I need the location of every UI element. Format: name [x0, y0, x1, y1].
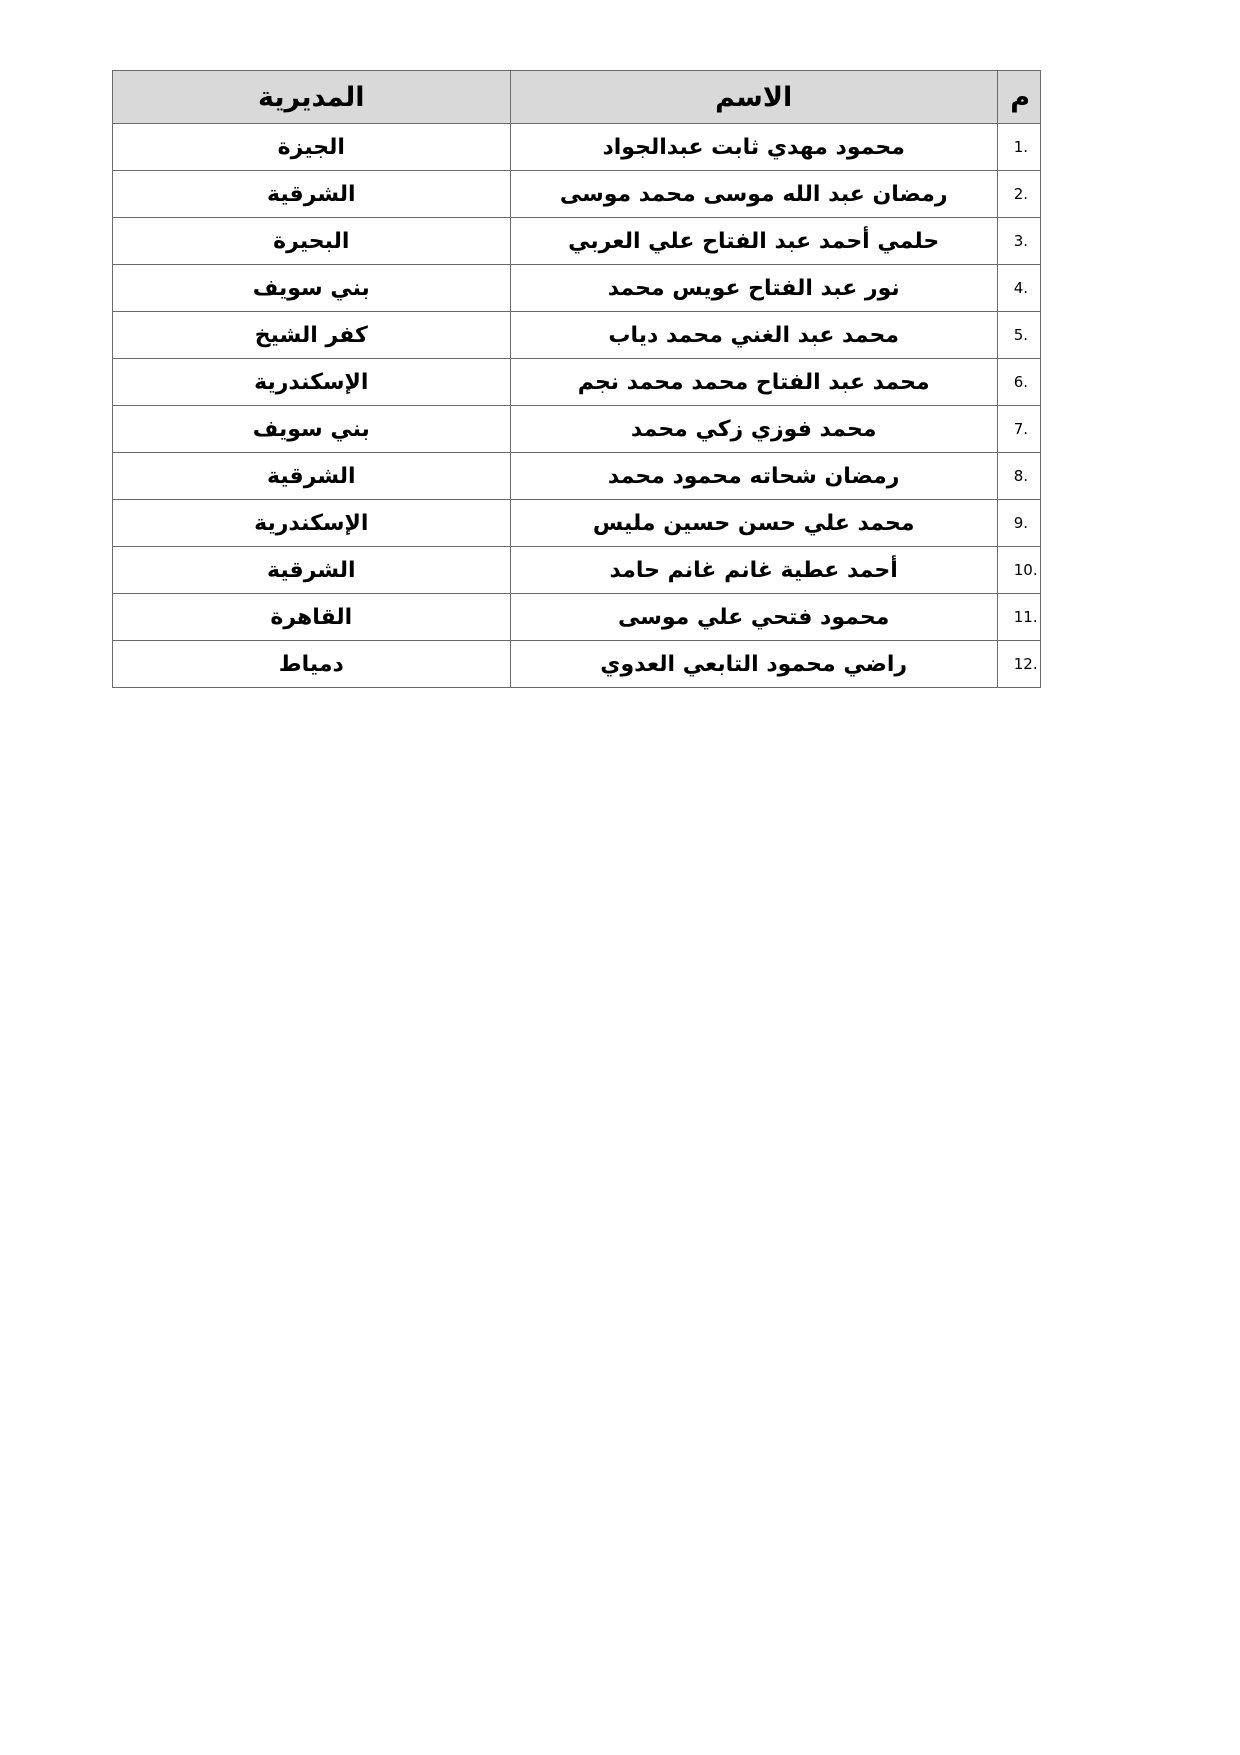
row-name: رمضان عبد الله موسى محمد موسى — [510, 171, 997, 218]
row-directorate: الجيزة — [113, 124, 511, 171]
table-row — [113, 124, 1041, 171]
header-name: الاسم — [510, 71, 997, 124]
row-name: محمد فوزي زكي محمد — [510, 406, 997, 453]
table-row — [113, 218, 1041, 265]
table-row — [113, 641, 1041, 688]
row-directorate: الشرقية — [113, 453, 511, 500]
table-header-row — [113, 71, 1041, 124]
row-directorate: البحيرة — [113, 218, 511, 265]
row-name: أحمد عطية غانم غانم حامد — [510, 547, 997, 594]
table-row — [113, 171, 1041, 218]
row-name: محمود فتحي علي موسى — [510, 594, 997, 641]
table-row — [113, 265, 1041, 312]
row-number: 12. — [997, 641, 1040, 688]
row-directorate: دمياط — [113, 641, 511, 688]
header-number: م — [997, 71, 1040, 124]
row-number: 3. — [997, 218, 1040, 265]
row-name: حلمي أحمد عبد الفتاح علي العربي — [510, 218, 997, 265]
row-directorate: كفر الشيخ — [113, 312, 511, 359]
row-name: محمود مهدي ثابت عبدالجواد — [510, 124, 997, 171]
row-name: رمضان شحاته محمود محمد — [510, 453, 997, 500]
row-number: 4. — [997, 265, 1040, 312]
table-row — [113, 406, 1041, 453]
row-name: نور عبد الفتاح عويس محمد — [510, 265, 997, 312]
row-directorate: الإسكندرية — [113, 500, 511, 547]
row-directorate: الشرقية — [113, 547, 511, 594]
row-number: 11. — [997, 594, 1040, 641]
row-number: 5. — [997, 312, 1040, 359]
table-row — [113, 312, 1041, 359]
row-name: محمد عبد الغني محمد دياب — [510, 312, 997, 359]
row-number: 10. — [997, 547, 1040, 594]
row-directorate: القاهرة — [113, 594, 511, 641]
table-row — [113, 547, 1041, 594]
row-number: 7. — [997, 406, 1040, 453]
names-table — [112, 70, 1041, 688]
row-directorate: الشرقية — [113, 171, 511, 218]
row-directorate: بني سويف — [113, 265, 511, 312]
row-number: 9. — [997, 500, 1040, 547]
row-number: 6. — [997, 359, 1040, 406]
table-row — [113, 500, 1041, 547]
row-number: 1. — [997, 124, 1040, 171]
row-directorate: الإسكندرية — [113, 359, 511, 406]
row-number: 8. — [997, 453, 1040, 500]
table-row — [113, 594, 1041, 641]
row-directorate: بني سويف — [113, 406, 511, 453]
row-name: محمد علي حسن حسين مليس — [510, 500, 997, 547]
table-row — [113, 453, 1041, 500]
table-row — [113, 359, 1041, 406]
row-number: 2. — [997, 171, 1040, 218]
row-name: محمد عبد الفتاح محمد محمد نجم — [510, 359, 997, 406]
row-name: راضي محمود التابعي العدوي — [510, 641, 997, 688]
header-directorate: المديرية — [113, 71, 511, 124]
